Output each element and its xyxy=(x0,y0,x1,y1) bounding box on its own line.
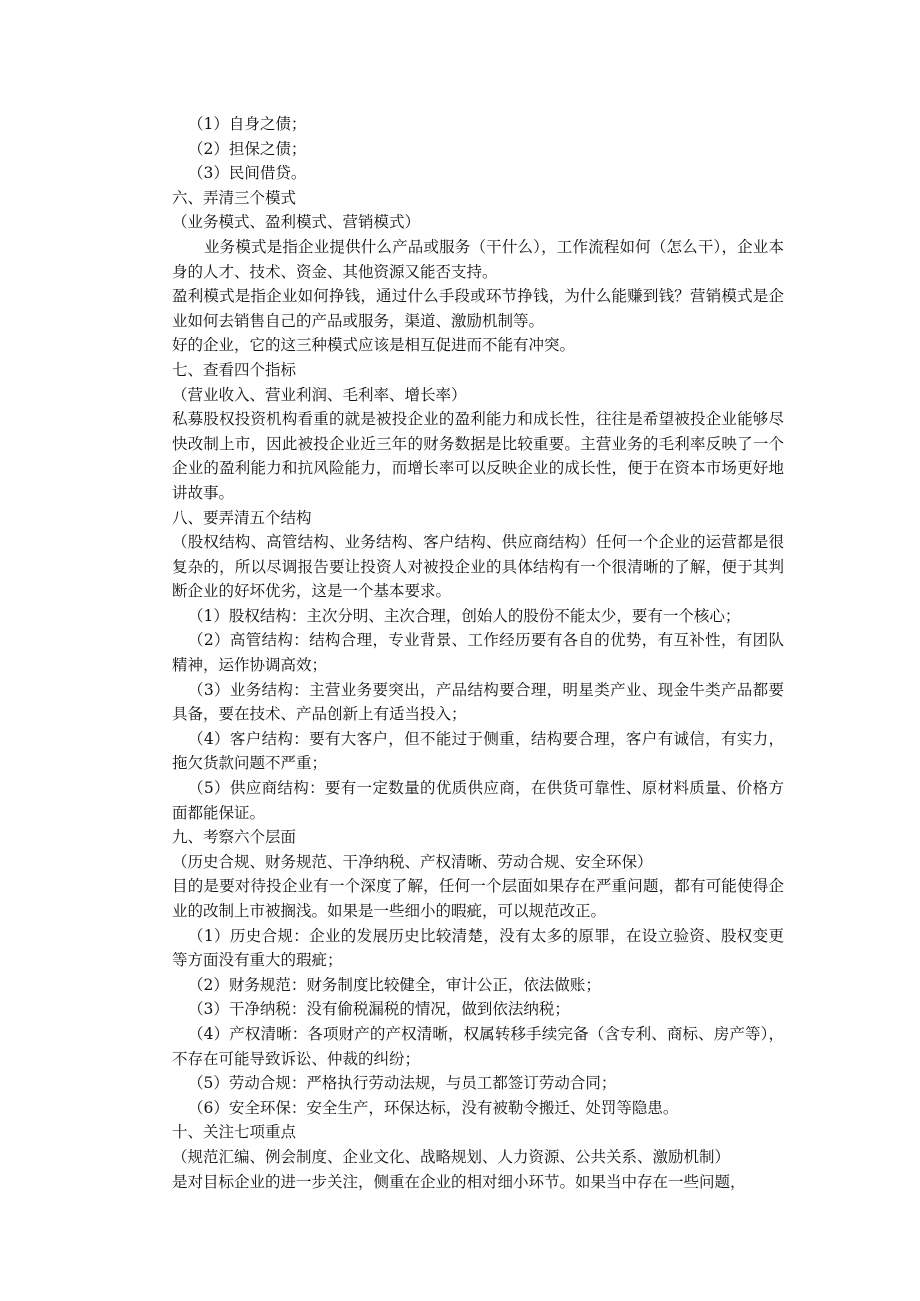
paragraph-17: （5）供应商结构：要有一定数量的优质供应商，在供货可靠性、原材料质量、价格方面都能保证。 xyxy=(172,779,784,822)
document-body xyxy=(172,112,784,1194)
paragraph-6: 盈利模式是指企业如何挣钱，通过什么手段或环节挣钱，为什么能赚到钱？营销模式是企业如何去销售自己的产品或服务，渠道、激励机制等。 xyxy=(172,287,784,330)
paragraph-19: （历史合规、财务规范、干净纳税、产权清晰、劳动合规、安全环保） xyxy=(172,852,653,871)
paragraph-20: 目的是要对待投企业有一个深度了解，任何一个层面如果存在严重问题，都有可能使得企业的改制上市被搁浅。如果是一些细小的暇疵，可以规范改正。 xyxy=(172,877,784,920)
paragraph-2: （3）民间借贷。 xyxy=(188,164,307,183)
paragraph-25: （5）劳动合规：严格执行劳动法规，与员工都签订劳动合同； xyxy=(188,1074,617,1093)
paragraph-16: （4）客户结构：要有大客户，但不能过于侧重，结构要合理，客户有诚信，有实力，拖欠货款问题不严重； xyxy=(172,729,784,773)
paragraph-14: （2）高管结构：结构合理，专业背景、工作经历要有各自的优势，有互补性，有团队精神，运作协调高效； xyxy=(172,631,784,675)
paragraph-8: 七、查看四个指标 xyxy=(172,360,297,379)
paragraph-5: 业务模式是指企业提供什么产品或服务（干什么），工作流程如何（怎么干），企业本身的人才、技术、资金、其他资源又能否支持。 xyxy=(172,237,784,281)
paragraph-0: （1）自身之债； xyxy=(188,115,307,133)
paragraph-22: （2）财务规范：财务制度比较健全，审计公正，依法做账； xyxy=(188,975,601,994)
paragraph-15: （3）业务结构：主营业务要突出，产品结构要合理，明星类产业、现金牛类产品都要具备，要在技术、产品创新上有适当投入； xyxy=(172,680,784,724)
paragraph-13: （1）股权结构：主次分明、主次合理，创始人的股份不能太少，要有一个核心； xyxy=(188,606,741,625)
paragraph-12: （股权结构、高管结构、业务结构、客户结构、供应商结构）任何一个企业的运营都是很复杂的，所以尽调报告要让投资人对被投企业的具体结构有一个很清晰的了解，便于其判断企业的好坏优劣，这是一个基本要求。 xyxy=(172,533,784,601)
paragraph-18: 九、考察六个层面 xyxy=(172,828,297,847)
paragraph-11: 八、要弄清五个结构 xyxy=(172,508,312,527)
paragraph-10: 私募股权投资机构看重的就是被投企业的盈利能力和成长性，往往是希望被投企业能够尽快改制上市，因此被投企业近三年的财务数据是比较重要。主营业务的毛利率反映了一个企业的盈利能力和抗风险能力，而增长率可以反映企业的成长性，便于在资本市场更好地讲故事。 xyxy=(172,410,784,502)
paragraph-3: 六、弄清三个模式 xyxy=(172,188,297,207)
paragraph-4: （业务模式、盈利模式、营销模式） xyxy=(172,213,421,232)
paragraph-27: 十、关注七项重点 xyxy=(172,1123,297,1142)
paragraph-7: 好的企业，它的这三种模式应该是相互促进而不能有冲突。 xyxy=(172,336,576,355)
paragraph-21: （1）历史合规：企业的发展历史比较清楚，没有太多的原罪，在设立验资、股权变更等方面没有重大的瑕疵； xyxy=(172,926,784,970)
paragraph-1: （2）担保之债； xyxy=(188,139,307,158)
paragraph-9: （营业收入、营业利润、毛利率、增长率） xyxy=(172,385,467,404)
paragraph-26: （6）安全环保：安全生产，环保达标，没有被勒令搬迁、处罚等隐患。 xyxy=(188,1098,679,1117)
paragraph-28: （规范汇编、例会制度、企业文化、战略规划、人力资源、公共关系、激励机制） xyxy=(172,1147,731,1166)
paragraph-23: （3）干净纳税：没有偷税漏税的情况，做到依法纳税； xyxy=(188,1000,570,1019)
paragraph-29: 是对目标企业的进一步关注，侧重在企业的相对细小环节。如果当中存在一些问题， xyxy=(172,1172,746,1191)
paragraph-24: （4）产权清晰：各项财产的产权清晰，权属转移手续完备（含专利、商标、房产等），不存在可能导致诉讼、仲裁的纠纷； xyxy=(172,1024,784,1068)
